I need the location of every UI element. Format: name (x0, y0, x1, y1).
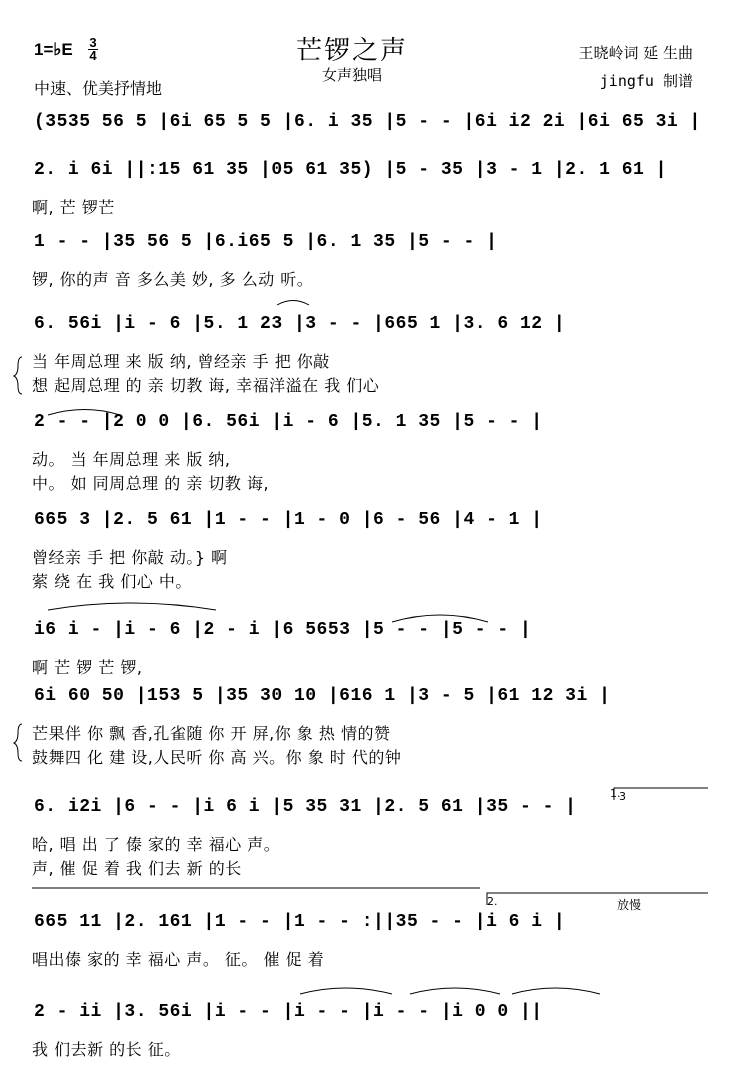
song-subtitle: 女声独唱 (322, 66, 383, 84)
lyric-line: 鼓舞四 化 建 设,人民听 你 高 兴。你 象 时 代的钟 (32, 748, 402, 767)
time-signature-bottom: 4 (89, 48, 97, 63)
lyric-line: 我 们去新 的长 征。 (32, 1040, 181, 1059)
lyric-line: 芒果伴 你 飘 香,孔雀随 你 开 屏,你 象 热 情的赞 (32, 724, 391, 743)
volta-2-label: 2. (487, 895, 498, 908)
notation-line: 2. i 6i ||:15 61 35 |05 61 35) |5 - 35 |3 - 1 |2. 1 61 | (34, 160, 667, 180)
slur-arc (410, 988, 500, 994)
slur-arc (512, 988, 600, 994)
notation-line: 6i 60 50 |153 5 |35 30 10 |616 1 |3 - 5 |61 12 3i | (34, 686, 611, 706)
lyric-line: 中。 如 同周总理 的 亲 切教 诲, (32, 474, 270, 493)
lyric-line: 哈, 唱 出 了 傣 家的 幸 福心 声。 (32, 835, 281, 854)
slur-arc (277, 301, 309, 306)
notation-line: 2 - - |2 0 0 |6. 56i |i - 6 |5. 1 35 |5 - - | (34, 412, 543, 432)
notation-line: i6 i - |i - 6 |2 - i |6 5653 |5 - - |5 - - | (34, 620, 532, 640)
lyric-line: 唱出傣 家的 幸 福心 声。 征。 催 促 着 (32, 950, 325, 969)
slur-arc (48, 410, 120, 416)
notation-line: 1 - - |35 56 5 |6.i65 5 |6. 1 35 |5 - - | (34, 232, 498, 252)
volta-1-label: 1. (610, 787, 621, 800)
notation-line: 2 - ii |3. 56i |i - - |i - - |i - - |i 0 0 || (34, 1002, 543, 1022)
lyric-line: 萦 绕 在 我 们心 中。 (32, 572, 192, 591)
lyric-line: 曾经亲 手 把 你敲 动。} 啊 (32, 548, 228, 567)
verse-brace-2 (14, 724, 22, 761)
arranger-credit: jingfu 制谱 (599, 72, 693, 90)
lyric-line: 想 起周总理 的 亲 切教 诲, 幸福洋溢在 我 们心 (32, 376, 380, 395)
ritardando-marking: 放慢 (617, 898, 642, 912)
lyric-line: 当 年周总理 来 版 纳, 曾经亲 手 把 你敲 (32, 352, 330, 371)
key-signature: 1=♭E (34, 40, 73, 59)
volta-1-bracket (614, 788, 708, 800)
volta-2-bracket (487, 893, 708, 905)
lyric-line: 声, 催 促 着 我 们去 新 的长 (32, 859, 242, 878)
notation-line: 6. i2i |6 - - |i 6 i |5 35 31 |2. 5 61 |35 - - | (34, 797, 577, 817)
triplet-mark: 3 (619, 790, 626, 803)
notation-line: 665 3 |2. 5 61 |1 - - |1 - 0 |6 - 56 |4 - 1 | (34, 510, 543, 530)
lyric-line: 啊, 芒 锣芒 (32, 198, 115, 217)
time-signature-top: 3 (89, 35, 97, 50)
tempo-marking: 中速、优美抒情地 (34, 79, 163, 98)
notation-line: 6. 56i |i - 6 |5. 1 23 |3 - - |665 1 |3. 6 12 | (34, 314, 566, 334)
lyric-line: 锣, 你的声 音 多么美 妙, 多 么动 听。 (32, 270, 314, 289)
slur-arc (300, 988, 392, 994)
song-credits: 王晓岭词 延 生曲 (578, 44, 693, 62)
notation-line: 665 11 |2. 161 |1 - - |1 - - :||35 - - |i 6 i | (34, 912, 566, 932)
slur-arc (48, 603, 216, 610)
verse-brace-1 (14, 357, 22, 394)
lyric-line: 啊 芒 锣 芒 锣, (32, 658, 143, 677)
notation-line: (3535 56 5 |6i 65 5 5 |6. i 35 |5 - - |6i i2 2i |6i 65 3i | (34, 112, 701, 132)
slur-arc (392, 615, 488, 622)
lyric-line: 动。 当 年周总理 来 版 纳, (32, 450, 231, 469)
song-title: 芒锣之声 (296, 36, 409, 66)
